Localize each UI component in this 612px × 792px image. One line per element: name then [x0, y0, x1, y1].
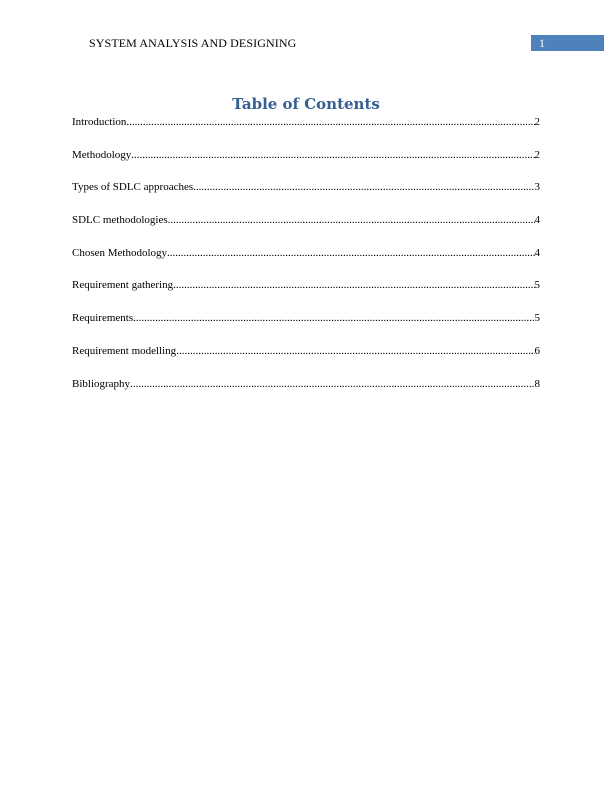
toc-entry-page: 4 [534, 246, 540, 259]
toc-entry-introduction[interactable] [72, 114, 540, 147]
toc-entry-label: Requirements [72, 312, 134, 325]
toc-entry-page: 5 [534, 312, 540, 325]
toc-entry-requirements[interactable] [72, 310, 540, 343]
toc-entry-page: 8 [534, 377, 540, 390]
dot-leader [130, 376, 534, 392]
toc-entry-sdlc-methodologies[interactable] [72, 212, 540, 245]
toc-entry-requirement-gathering[interactable] [72, 277, 540, 310]
dot-leader [131, 147, 534, 163]
dot-leader [167, 245, 534, 261]
toc-entry-page: 2 [534, 148, 540, 161]
toc-entry-label: Requirement gathering [72, 279, 174, 292]
table-of-contents [72, 114, 540, 408]
page-number-badge: 1 [531, 35, 604, 51]
dot-leader [193, 179, 534, 195]
toc-heading: Table of Contents [232, 95, 380, 113]
toc-entry-label: Requirement modelling [72, 344, 177, 357]
toc-entry-bibliography[interactable] [72, 376, 540, 409]
dot-leader [176, 343, 534, 359]
dot-leader [173, 277, 534, 293]
toc-entry-label: Types of SDLC approaches [72, 181, 194, 194]
toc-entry-label: Bibliography [72, 377, 131, 390]
toc-entry-label: SDLC methodologies [72, 214, 168, 227]
dot-leader [168, 212, 535, 228]
toc-entry-label: Introduction [72, 116, 127, 128]
toc-entry-page: 2 [534, 116, 540, 128]
toc-entry-page: 4 [534, 214, 540, 227]
toc-entry-page: 5 [534, 279, 540, 292]
toc-entry-page: 3 [534, 181, 540, 194]
toc-entry-label: Methodology [72, 148, 132, 161]
dot-leader [133, 310, 534, 326]
dot-leader [126, 114, 534, 130]
toc-entry-methodology[interactable] [72, 147, 540, 180]
toc-entry-label: Chosen Methodology [72, 246, 168, 259]
running-header-title: SYSTEM ANALYSIS AND DESIGNING [89, 36, 297, 50]
toc-entry-requirement-modelling[interactable] [72, 343, 540, 376]
toc-entry-types-of-sdlc-approaches[interactable] [72, 179, 540, 212]
toc-entry-chosen-methodology[interactable] [72, 245, 540, 278]
toc-entry-page: 6 [534, 344, 540, 357]
